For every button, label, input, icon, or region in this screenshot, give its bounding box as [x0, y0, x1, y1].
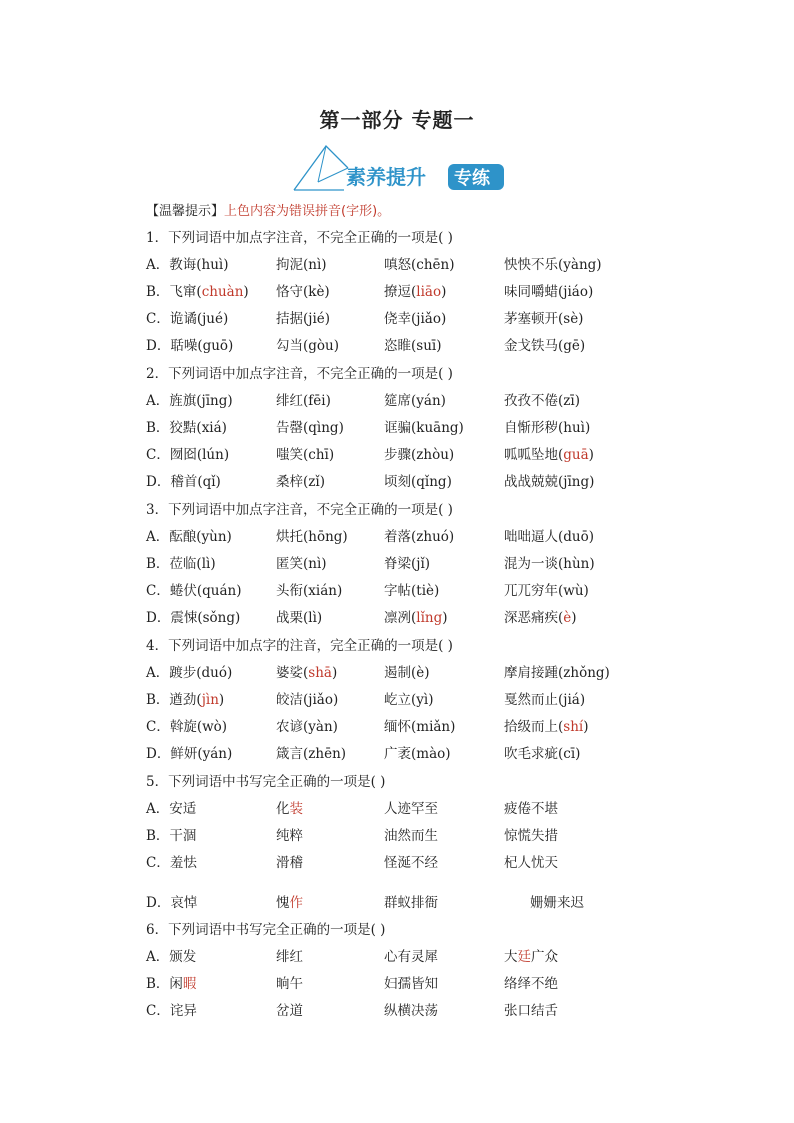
- option-text: 兀兀穷年(wù): [504, 583, 589, 599]
- option-cell: [276, 554, 327, 574]
- option-text: 婆娑(: [276, 665, 309, 681]
- option-letter: A．: [146, 949, 170, 965]
- option-cell: [276, 608, 322, 628]
- option-text: 干涸: [169, 828, 197, 844]
- option-text: 斡旋(wò): [169, 719, 228, 735]
- option-text: 茅塞顿开(sè): [504, 311, 584, 327]
- option-text: 呱呱坠地(: [504, 447, 564, 463]
- option-cell: [384, 663, 430, 683]
- option-letter: A．: [146, 257, 170, 273]
- option-letter: B．: [146, 692, 170, 708]
- option-text: 晌午: [276, 976, 303, 992]
- option-text: ): [331, 665, 338, 681]
- option-letter: D．: [146, 610, 171, 626]
- option-text: 遒劲(: [169, 692, 202, 708]
- option-text: 屹立(yì): [384, 692, 434, 708]
- option-text: 酝酿(yùn): [169, 529, 232, 545]
- option-cell: [146, 336, 233, 356]
- error-mark: è: [563, 610, 572, 626]
- option-text: 诡谲(jué): [169, 311, 229, 327]
- option-cell: [146, 1001, 197, 1021]
- option-cell: [504, 947, 558, 967]
- option-cell: [384, 527, 454, 547]
- option-letter: D．: [146, 895, 171, 911]
- option-text: ): [243, 284, 249, 300]
- page-title: 第一部分 专题一: [319, 108, 475, 132]
- option-cell: [276, 445, 334, 465]
- option-text: 姗姗来迟: [530, 895, 584, 911]
- option-letter: D．: [146, 474, 171, 490]
- option-text: 哀悼: [170, 895, 198, 911]
- error-mark: 暇: [182, 976, 197, 992]
- option-cell: [504, 826, 558, 846]
- option-text: 岔道: [276, 1003, 303, 1019]
- option-text: 头衔(xián): [276, 583, 343, 599]
- error-mark: shí: [563, 719, 584, 735]
- option-cell: [504, 974, 558, 994]
- option-text: 飞窜(: [169, 284, 202, 300]
- option-cell: [146, 947, 196, 967]
- error-mark: jìn: [201, 692, 219, 708]
- option-letter: B．: [146, 828, 170, 844]
- option-cell: [276, 472, 325, 492]
- option-text: 群蚁排衙: [384, 895, 438, 911]
- option-text: 踱步(duó): [169, 665, 233, 681]
- option-text: 匿笑(nì): [276, 556, 327, 572]
- option-cell: [384, 947, 438, 967]
- option-text: 步骤(zhòu): [384, 447, 455, 463]
- option-cell: [384, 799, 438, 819]
- option-text: 教诲(huì): [169, 257, 229, 273]
- option-text: 广袤(mào): [384, 746, 451, 762]
- option-cell: [384, 853, 438, 873]
- option-cell: [504, 336, 585, 356]
- option-text: 狡黠(xiá): [169, 420, 227, 436]
- error-mark: 装: [289, 801, 303, 817]
- option-text: 撩逗(: [384, 284, 417, 300]
- option-text: 囫囵(lún): [169, 447, 230, 463]
- option-text: 拮据(jié): [276, 311, 331, 327]
- option-text: 蜷伏(quán): [169, 583, 242, 599]
- option-cell: [276, 974, 303, 994]
- option-cell: [384, 608, 448, 628]
- tip-line: [146, 200, 390, 219]
- option-text: 缅怀(miǎn): [384, 719, 456, 735]
- option-letter: C．: [146, 447, 170, 463]
- logo-text-badge: 专练: [454, 168, 490, 189]
- option-cell: [146, 309, 228, 329]
- option-cell: [384, 717, 455, 737]
- option-cell: [384, 690, 433, 710]
- option-text: 张口结舌: [504, 1003, 558, 1019]
- option-cell: [504, 554, 595, 574]
- option-text: ): [583, 719, 589, 735]
- option-cell: [384, 893, 438, 913]
- option-cell: [146, 418, 227, 438]
- option-cell: [276, 663, 337, 683]
- option-cell: [146, 974, 196, 994]
- option-cell: [276, 336, 339, 356]
- option-letter: C．: [146, 583, 170, 599]
- option-cell: [384, 391, 446, 411]
- question-stem: 1．下列词语中加点字注音，不完全正确的一项是( ): [146, 230, 453, 246]
- option-cell: [146, 527, 232, 547]
- option-cell: [276, 391, 331, 411]
- option-text: 安适: [169, 801, 197, 817]
- option-text: 战战兢兢(jīng): [504, 474, 595, 490]
- option-letter: B．: [146, 420, 170, 436]
- option-text: 心有灵犀: [384, 949, 438, 965]
- option-text: 莅临(lì): [169, 556, 216, 572]
- option-cell: [146, 663, 232, 683]
- option-text: 恣睢(suī): [384, 338, 442, 354]
- option-cell: [146, 893, 197, 913]
- tip-label: 【温馨提示】: [146, 204, 225, 219]
- option-letter: B．: [146, 556, 170, 572]
- option-cell: [504, 527, 594, 547]
- option-letter: A．: [146, 529, 170, 545]
- option-cell: [504, 690, 585, 710]
- option-letter: C．: [146, 1003, 170, 1019]
- option-cell: [384, 309, 446, 329]
- option-cell: [146, 826, 196, 846]
- option-cell: [384, 554, 430, 574]
- option-letter: D．: [146, 338, 171, 354]
- option-text: 侥幸(jiǎo): [384, 311, 447, 327]
- question-stem: 6．下列词语中书写完全正确的一项是( ): [146, 922, 386, 938]
- option-cell: [384, 826, 438, 846]
- option-cell: [276, 282, 330, 302]
- option-cell: [276, 744, 346, 764]
- error-mark: 廷: [517, 949, 531, 965]
- option-cell: [504, 717, 589, 737]
- option-cell: [276, 418, 344, 438]
- option-text: 箴言(zhēn): [276, 746, 347, 762]
- option-cell: [384, 255, 454, 275]
- option-text: 烘托(hōng): [276, 529, 348, 545]
- error-mark: 作: [289, 895, 303, 911]
- option-text: 字帖(tiè): [384, 583, 440, 599]
- option-text: 孜孜不倦(zī): [504, 393, 580, 409]
- option-cell: [146, 255, 229, 275]
- option-letter: A．: [146, 393, 170, 409]
- question-stem: 2．下列词语中加点字注音，不完全正确的一项是( ): [146, 366, 453, 382]
- option-letter: B．: [146, 284, 170, 300]
- option-cell: [146, 690, 224, 710]
- option-text: 吹毛求疵(cī): [504, 746, 581, 762]
- option-cell: [504, 799, 558, 819]
- option-text: 油然而生: [384, 828, 438, 844]
- option-cell: [276, 826, 303, 846]
- option-text: 震悚(sǒng): [170, 610, 241, 626]
- option-cell: [146, 608, 240, 628]
- option-cell: [504, 309, 583, 329]
- option-cell: [276, 1001, 303, 1021]
- option-cell: [276, 690, 338, 710]
- option-cell: [146, 581, 241, 601]
- option-cell: [384, 282, 446, 302]
- option-cell: [384, 744, 451, 764]
- option-letter: C．: [146, 855, 170, 871]
- option-text: 皎洁(jiǎo): [276, 692, 339, 708]
- option-cell: [504, 1001, 558, 1021]
- option-text: 拘泥(nì): [276, 257, 327, 273]
- option-text: 拾级而上(: [504, 719, 564, 735]
- option-text: 颁发: [169, 949, 197, 965]
- option-cell: [504, 391, 580, 411]
- option-cell: [146, 717, 227, 737]
- option-text: 疲倦不堪: [504, 801, 558, 817]
- error-mark: lǐng: [416, 610, 443, 626]
- option-cell: [146, 282, 249, 302]
- option-text: 嗔怒(chēn): [384, 257, 455, 273]
- option-text: 脊梁(jǐ): [384, 556, 431, 572]
- option-cell: [276, 799, 303, 819]
- option-text: 滑稽: [276, 855, 303, 871]
- error-mark: liāo: [416, 284, 442, 300]
- option-cell: [276, 581, 342, 601]
- option-cell: [504, 744, 580, 764]
- option-text: 愧: [276, 895, 290, 911]
- option-cell: [384, 418, 464, 438]
- option-text: 化: [276, 801, 290, 817]
- option-cell: [504, 255, 602, 275]
- option-cell: [146, 744, 232, 764]
- option-cell: [504, 663, 610, 683]
- option-cell: [504, 581, 589, 601]
- option-text: 着落(zhuó): [384, 529, 455, 545]
- question-stem: 3．下列词语中加点字注音，不完全正确的一项是( ): [146, 502, 453, 518]
- option-cell: [276, 309, 330, 329]
- option-text: 怏怏不乐(yàng): [504, 257, 602, 273]
- question-stem: 4．下列词语中加点字的注音，完全正确的一项是( ): [146, 638, 453, 654]
- option-cell: [504, 472, 594, 492]
- option-text: 顷刻(qǐng): [384, 474, 452, 490]
- option-text: 金戈铁马(gē): [504, 338, 586, 354]
- option-letter: A．: [146, 665, 170, 681]
- option-cell: [384, 472, 452, 492]
- option-text: 农谚(yàn): [276, 719, 338, 735]
- option-cell: [504, 853, 558, 873]
- option-text: 诧异: [169, 1003, 197, 1019]
- option-letter: B．: [146, 976, 170, 992]
- option-text: ): [218, 692, 225, 708]
- error-mark: chuàn: [201, 284, 244, 300]
- option-cell: [504, 282, 593, 302]
- option-text: 羞怯: [169, 855, 197, 871]
- option-cell: [276, 853, 303, 873]
- option-text: 鲜妍(yán): [170, 746, 233, 762]
- option-cell: [504, 418, 590, 438]
- option-letter: A．: [146, 801, 170, 817]
- option-text: 凛冽(: [384, 610, 417, 626]
- option-cell: [384, 974, 438, 994]
- option-text: 摩肩接踵(zhǒng): [504, 665, 610, 681]
- option-text: 绯红: [276, 949, 303, 965]
- option-cell: [530, 893, 584, 913]
- option-cell: [384, 581, 439, 601]
- option-text: 惊慌失措: [504, 828, 558, 844]
- option-cell: [276, 893, 303, 913]
- option-cell: [146, 853, 197, 873]
- option-text: 味同嚼蜡(jiáo): [504, 284, 594, 300]
- option-cell: [146, 445, 229, 465]
- option-text: 混为一谈(hùn): [504, 556, 595, 572]
- option-cell: [146, 554, 216, 574]
- option-letter: C．: [146, 311, 170, 327]
- logo-text-main: 素养提升: [346, 165, 426, 189]
- option-text: 咄咄逼人(duō): [504, 529, 594, 545]
- option-text: 告罄(qìng): [276, 420, 344, 436]
- option-text: 嗤笑(chī): [276, 447, 335, 463]
- option-text: 旌旗(jīng): [169, 393, 233, 409]
- option-text: 戛然而止(jiá): [504, 692, 586, 708]
- logo-badge: [288, 142, 510, 196]
- option-cell: [504, 445, 594, 465]
- option-text: 深恶痛疾(: [504, 610, 564, 626]
- option-text: 杞人忧天: [504, 855, 558, 871]
- option-cell: [384, 1001, 438, 1021]
- option-letter: C．: [146, 719, 170, 735]
- option-text: 稽首(qǐ): [170, 474, 221, 490]
- error-mark: shā: [308, 665, 332, 681]
- option-text: 络绎不绝: [504, 976, 558, 992]
- option-cell: [504, 608, 577, 628]
- option-text: 怪涎不经: [384, 855, 438, 871]
- option-text: ): [441, 284, 447, 300]
- option-text: 闲: [169, 976, 183, 992]
- option-text: ): [588, 447, 594, 463]
- option-text: 纵横决荡: [384, 1003, 438, 1019]
- option-text: 战栗(lì): [276, 610, 323, 626]
- option-cell: [276, 255, 327, 275]
- option-text: 广众: [531, 949, 558, 965]
- option-text: 聒噪(guō): [170, 338, 234, 354]
- option-text: 大: [504, 949, 518, 965]
- option-cell: [384, 336, 441, 356]
- option-text: 遏制(è): [384, 665, 430, 681]
- option-cell: [146, 391, 233, 411]
- tip-text: 上色内容为错误拼音(字形)。: [224, 204, 391, 219]
- option-text: 勾当(gòu): [276, 338, 339, 354]
- option-text: ): [571, 610, 577, 626]
- question-stem: 5．下列词语中书写完全正确的一项是( ): [146, 774, 386, 790]
- option-text: 恪守(kè): [276, 284, 330, 300]
- option-cell: [384, 445, 454, 465]
- option-text: 桑梓(zǐ): [276, 474, 325, 490]
- option-text: 诓骗(kuāng): [384, 420, 464, 436]
- option-cell: [276, 947, 303, 967]
- option-text: 自惭形秽(huì): [504, 420, 591, 436]
- option-text: 筵席(yán): [384, 393, 446, 409]
- option-text: 纯粹: [276, 828, 303, 844]
- option-text: 妇孺皆知: [384, 976, 438, 992]
- option-cell: [146, 472, 221, 492]
- option-cell: [276, 527, 348, 547]
- option-text: ): [442, 610, 448, 626]
- option-text: 人迹罕至: [384, 801, 438, 817]
- option-cell: [146, 799, 196, 819]
- error-mark: guā: [563, 447, 589, 463]
- option-cell: [276, 717, 338, 737]
- option-letter: D．: [146, 746, 171, 762]
- option-text: 绯红(fēi): [276, 393, 331, 409]
